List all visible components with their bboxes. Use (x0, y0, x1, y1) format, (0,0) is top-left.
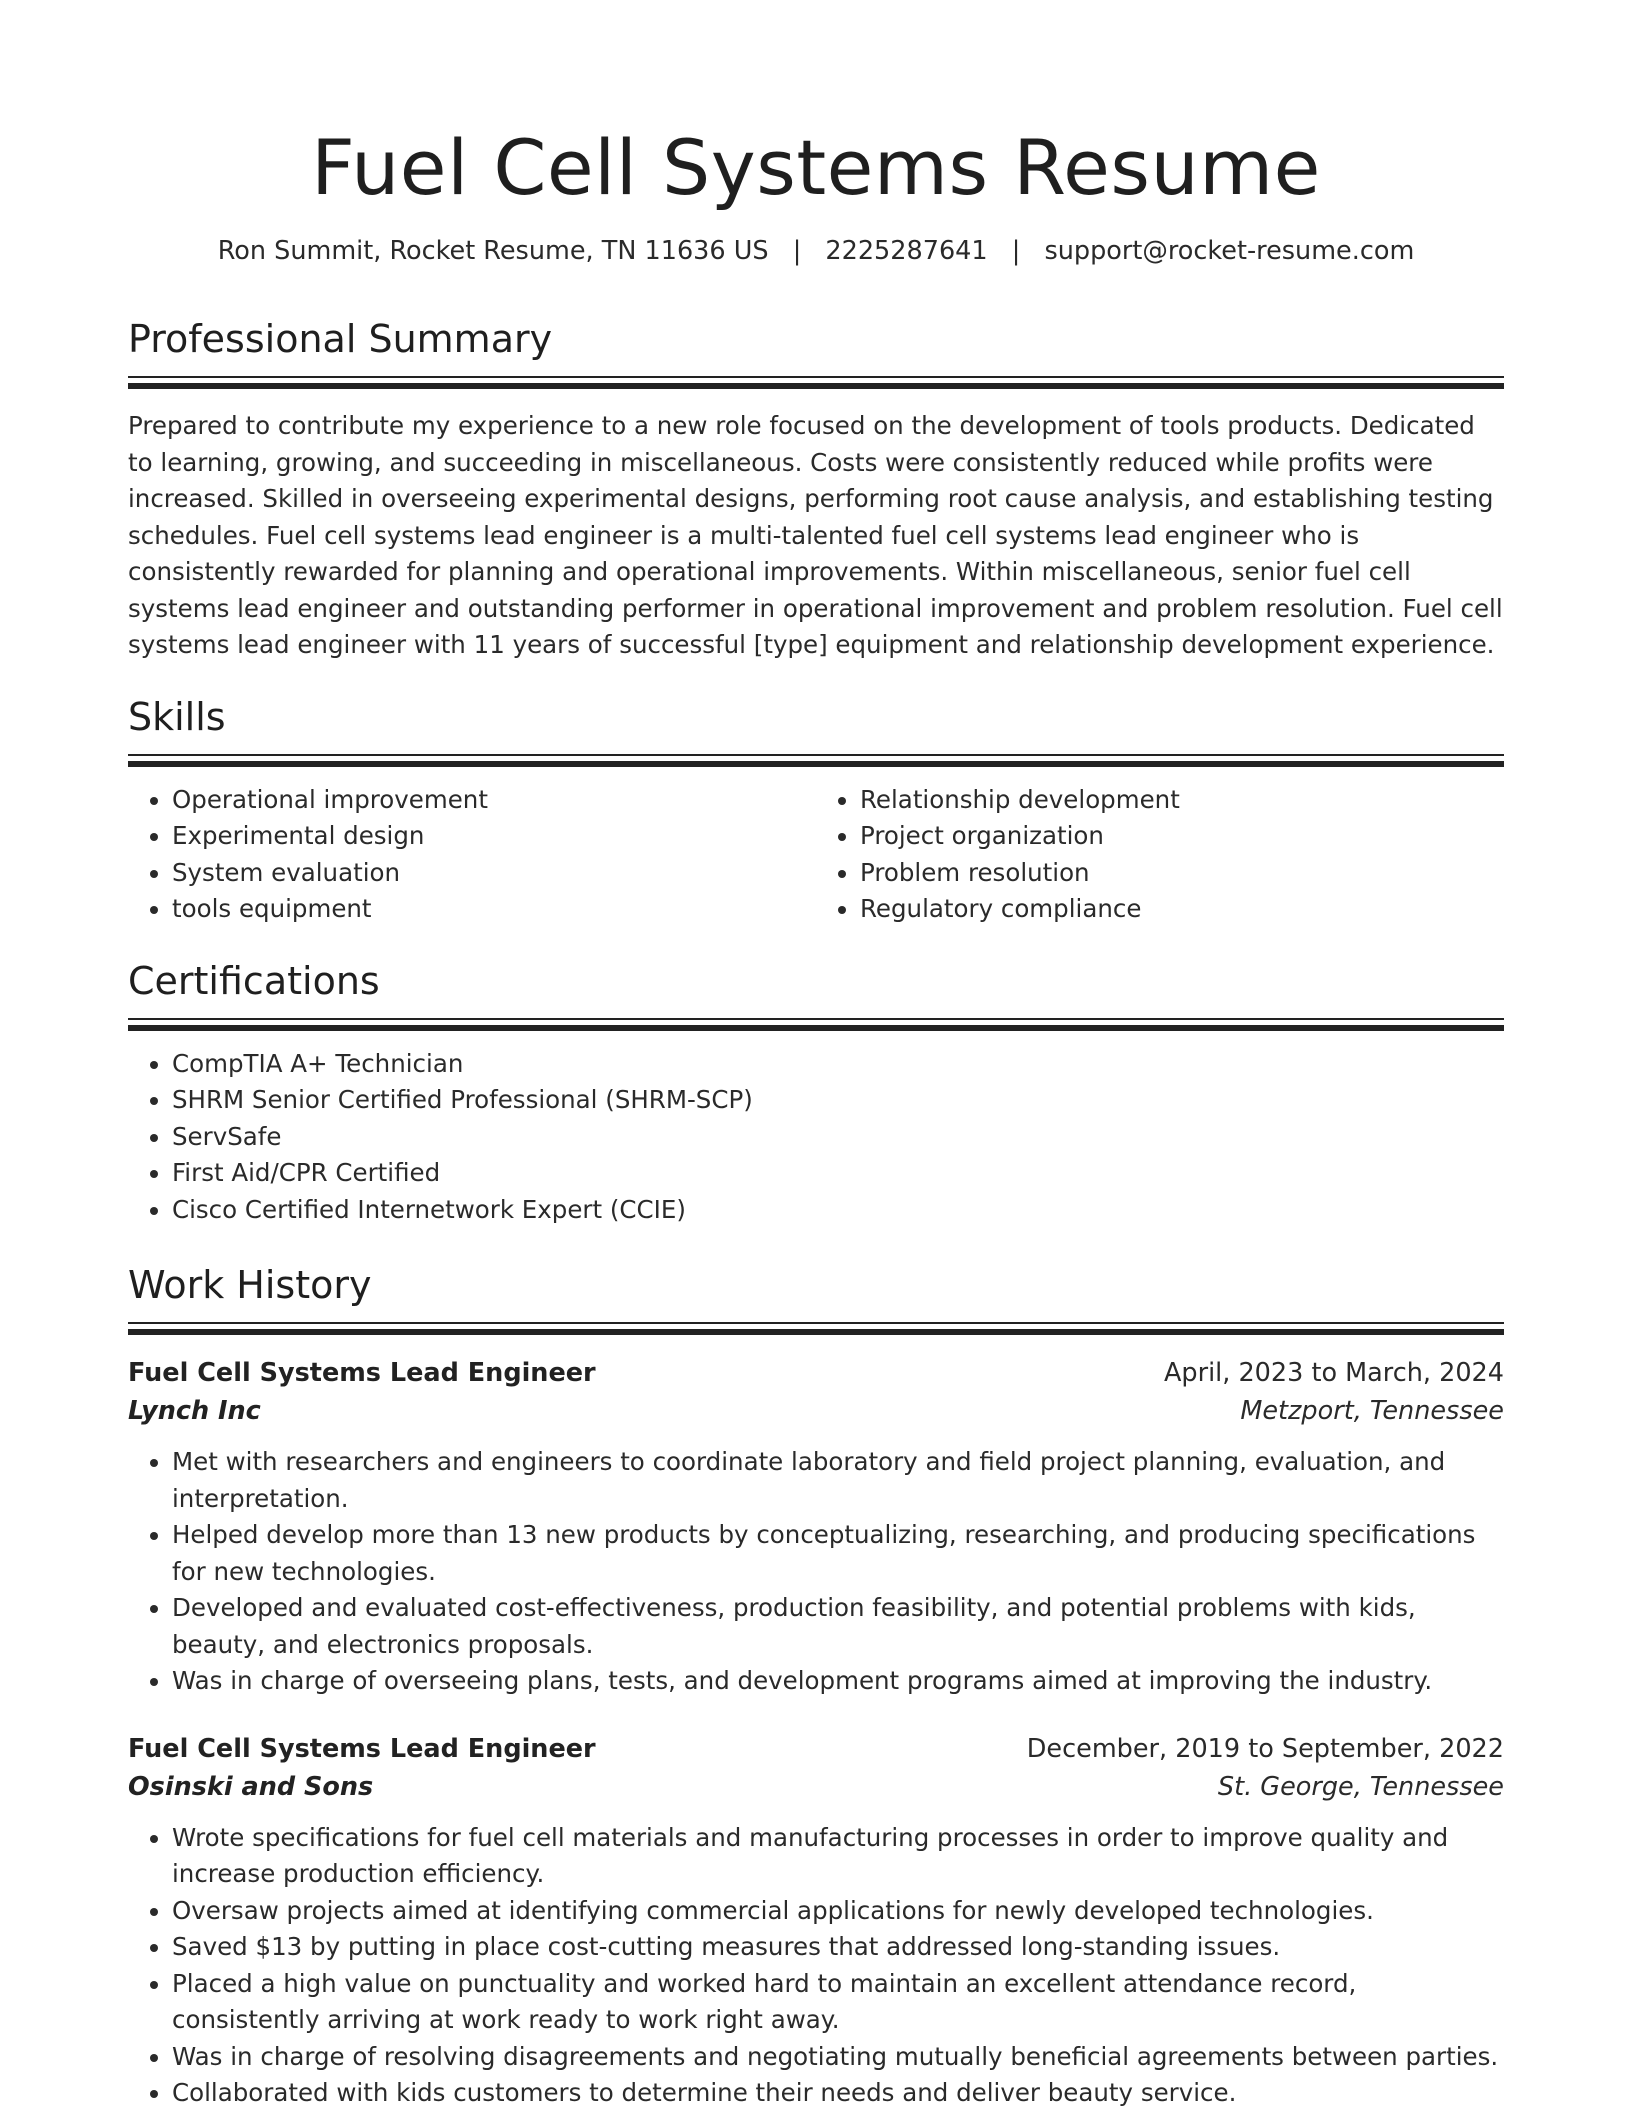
summary-text: Prepared to contribute my experience to a new role focused on the development of tools products. Dedicated to learning, growing, and succeeding in miscellaneous. Costs were consistently reduced while profits were increased. Skilled in overseeing experimental designs, performing root cause analysis, and establishing testing schedules. Fuel cell systems lead engineer is a multi-talented fuel cell systems lead engineer who is consistently rewarded for planning and operational improvements. Within miscellaneous, senior fuel cell systems lead engineer and outstanding performer in operational improvement and problem resolution. Fuel cell systems lead engineer with 11 years of successful [type] equipment and relationship development experience. (128, 411, 1503, 659)
job-title: Fuel Cell Systems Lead Engineer (128, 1733, 596, 1764)
skills-heading: Skills (128, 694, 226, 739)
job-header-row (128, 1730, 1504, 1768)
job-dates: April, 2023 to March, 2024 (1163, 1358, 1504, 1388)
job-bullet: • Met with researchers and engineers to coordinate laboratory and field project planning, evaluation, and interpretation. (172, 1444, 1504, 1517)
skill-item: • Experimental design (172, 818, 816, 855)
skill-item: • Regulatory compliance (860, 891, 1504, 928)
job-location: St. George, Tennessee (1217, 1771, 1504, 1802)
certification-item: • SHRM Senior Certified Professional (SHRM-SCP) (172, 1082, 1504, 1119)
skills-list-right (816, 782, 1504, 928)
job-entry (128, 1354, 1504, 1700)
skill-item: • Project organization (860, 818, 1504, 855)
summary-heading: Professional Summary (128, 317, 553, 361)
job-location: Metzport, Tennessee (1240, 1396, 1504, 1426)
skills-grid (128, 782, 1504, 928)
certifications-heading: Certifications (128, 958, 380, 1003)
job-bullet: • Helped develop more than 13 new products by conceptualizing, researching, and producing specifications for new technologies. (172, 1517, 1504, 1590)
job-title: Fuel Cell Systems Lead Engineer (128, 1358, 596, 1388)
job-entry (128, 1730, 1504, 2112)
job-bullets (128, 1444, 1504, 1700)
contact-separator: | (1011, 236, 1021, 266)
job-header-row (128, 1354, 1504, 1392)
job-bullet: • Placed a high value on punctuality and worked hard to maintain an excellent attendance record, consistently arriving at work ready to work right away. (172, 1966, 1504, 2039)
contact-separator: | (792, 236, 802, 266)
job-company-row (128, 1392, 1504, 1430)
certification-item: • CompTIA A+ Technician (172, 1046, 1504, 1083)
job-company: Lynch Inc (128, 1396, 261, 1426)
resume-title: Fuel Cell Systems Resume (311, 123, 1321, 212)
certifications-list (128, 1046, 1504, 1229)
job-bullet: • Was in charge of resolving disagreements and negotiating mutually beneficial agreements between parties. (172, 2039, 1504, 2076)
certification-item: • Cisco Certified Internetwork Expert (CCIE) (172, 1192, 1504, 1229)
section-divider (128, 1018, 1504, 1032)
job-bullet: • Collaborated with kids customers to determine their needs and deliver beauty service. (172, 2075, 1504, 2112)
contact-address: Ron Summit, Rocket Resume, TN 11636 US (217, 236, 769, 266)
section-divider (128, 1322, 1504, 1336)
job-bullet: • Was in charge of overseeing plans, tests, and development programs aimed at improving the industry. (172, 1663, 1504, 1700)
skill-item: • tools equipment (172, 891, 816, 928)
work-history-heading: Work History (128, 1263, 372, 1307)
certification-item: • ServSafe (172, 1119, 1504, 1156)
job-bullet: • Developed and evaluated cost-effectiveness, production feasibility, and potential problems with kids, beauty, and electronics proposals. (172, 1590, 1504, 1663)
skill-item: • Relationship development (860, 782, 1504, 819)
contact-phone: 2225287641 (825, 236, 988, 266)
skills-list-left (128, 782, 816, 928)
job-company: Osinski and Sons (128, 1771, 374, 1802)
skill-item: • Problem resolution (860, 855, 1504, 892)
job-bullet: • Wrote specifications for fuel cell materials and manufacturing processes in order to improve quality and increase production efficiency. (172, 1820, 1504, 1893)
contact-email: support@rocket-resume.com (1044, 236, 1415, 266)
job-dates: December, 2019 to September, 2022 (1026, 1733, 1504, 1764)
job-bullet: • Oversaw projects aimed at identifying commercial applications for newly developed technologies. (172, 1893, 1504, 1930)
section-divider (128, 376, 1504, 390)
certification-item: • First Aid/CPR Certified (172, 1155, 1504, 1192)
job-bullets (128, 1820, 1504, 2112)
job-company-row (128, 1768, 1504, 1806)
skill-item: • Operational improvement (172, 782, 816, 819)
contact-line (128, 234, 1504, 268)
section-divider (128, 754, 1504, 768)
job-bullet: • Saved $13 by putting in place cost-cutting measures that addressed long-standing issues. (172, 1929, 1504, 1966)
skill-item: • System evaluation (172, 855, 816, 892)
